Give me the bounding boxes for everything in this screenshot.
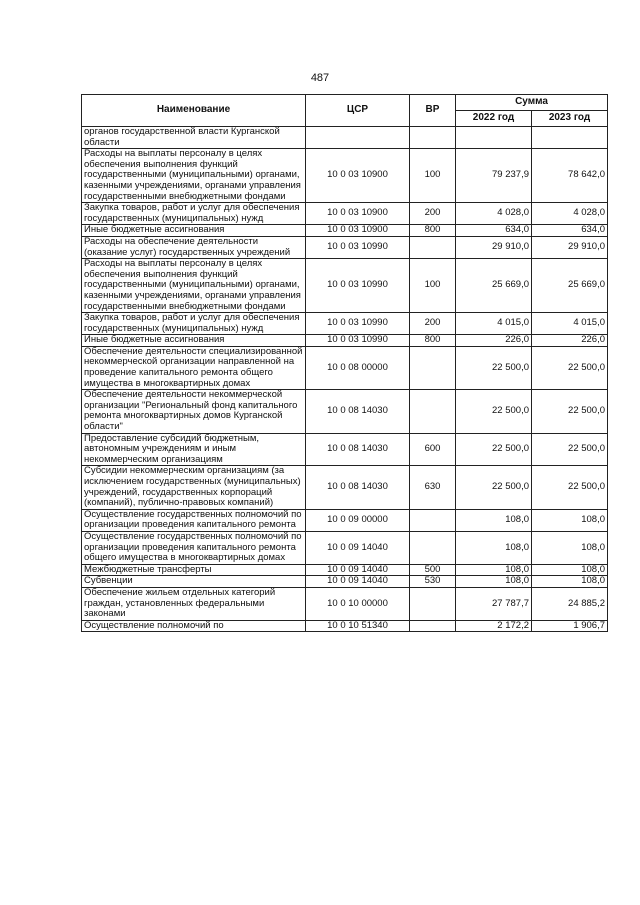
cell-csr: 10 0 10 51340	[306, 620, 410, 632]
cell-name: Субвенции	[82, 576, 306, 588]
budget-table	[81, 94, 608, 632]
cell-sum-2022: 2 172,2	[456, 620, 532, 632]
cell-name: Обеспечение деятельности некоммерческой организации "Региональный фонд капитального ремонта многоквартирных домов Курганской области"	[82, 390, 306, 433]
cell-vr: 500	[410, 564, 456, 576]
cell-sum-2022: 79 237,9	[456, 149, 532, 203]
header-sum: Сумма	[456, 95, 608, 111]
cell-name: Закупка товаров, работ и услуг для обеспечения государственных (муниципальных) нужд	[82, 313, 306, 335]
cell-vr	[410, 509, 456, 531]
cell-name: Иные бюджетные ассигнования	[82, 225, 306, 237]
cell-csr: 10 0 09 14040	[306, 531, 410, 564]
cell-sum-2022: 108,0	[456, 576, 532, 588]
cell-csr: 10 0 03 10900	[306, 149, 410, 203]
cell-csr: 10 0 03 10990	[306, 313, 410, 335]
cell-sum-2023: 634,0	[532, 225, 608, 237]
cell-csr: 10 0 03 10990	[306, 259, 410, 313]
cell-sum-2022: 4 015,0	[456, 313, 532, 335]
cell-name: Закупка товаров, работ и услуг для обеспечения государственных (муниципальных) нужд	[82, 203, 306, 225]
cell-sum-2023: 1 906,7	[532, 620, 608, 632]
table-row	[82, 335, 608, 347]
cell-sum-2023: 108,0	[532, 576, 608, 588]
cell-csr: 10 0 03 10900	[306, 225, 410, 237]
cell-csr: 10 0 08 14030	[306, 390, 410, 433]
cell-vr: 800	[410, 225, 456, 237]
table-row	[82, 576, 608, 588]
cell-sum-2022: 25 669,0	[456, 259, 532, 313]
cell-sum-2023: 22 500,0	[532, 390, 608, 433]
table-header	[82, 95, 608, 127]
cell-vr: 200	[410, 313, 456, 335]
table-row	[82, 236, 608, 258]
cell-sum-2022	[456, 127, 532, 149]
table-row	[82, 346, 608, 389]
header-name: Наименование	[82, 95, 306, 127]
cell-sum-2023	[532, 127, 608, 149]
cell-sum-2023: 226,0	[532, 335, 608, 347]
cell-name: Обеспечение жильем отдельных категорий граждан, установленных федеральными законами	[82, 587, 306, 620]
cell-csr: 10 0 08 14030	[306, 433, 410, 466]
cell-vr	[410, 127, 456, 149]
cell-csr: 10 0 08 00000	[306, 346, 410, 389]
cell-name: Расходы на обеспечение деятельности (оказание услуг) государственных учреждений	[82, 236, 306, 258]
cell-name: Субсидии некоммерческим организациям (за исключением государственных (муниципальных) учреждений, государственных корпораций (компаний), публично-правовых компаний)	[82, 466, 306, 509]
cell-vr: 630	[410, 466, 456, 509]
cell-name: Осуществление полномочий по	[82, 620, 306, 632]
cell-csr: 10 0 03 10990	[306, 335, 410, 347]
table-row	[82, 225, 608, 237]
cell-sum-2022: 22 500,0	[456, 466, 532, 509]
cell-vr	[410, 620, 456, 632]
cell-vr: 100	[410, 259, 456, 313]
table-row	[82, 620, 608, 632]
table-row	[82, 259, 608, 313]
cell-name: Осуществление государственных полномочий по организации проведения капитального ремонта	[82, 509, 306, 531]
cell-name: Иные бюджетные ассигнования	[82, 335, 306, 347]
cell-sum-2022: 634,0	[456, 225, 532, 237]
cell-vr	[410, 236, 456, 258]
cell-vr: 600	[410, 433, 456, 466]
table-body	[82, 127, 608, 632]
cell-sum-2023: 78 642,0	[532, 149, 608, 203]
cell-sum-2022: 22 500,0	[456, 433, 532, 466]
cell-sum-2023: 4 028,0	[532, 203, 608, 225]
header-csr: ЦСР	[306, 95, 410, 127]
cell-csr: 10 0 09 14040	[306, 576, 410, 588]
table-row	[82, 127, 608, 149]
cell-sum-2022: 108,0	[456, 564, 532, 576]
cell-csr	[306, 127, 410, 149]
cell-sum-2022: 22 500,0	[456, 346, 532, 389]
cell-sum-2023: 24 885,2	[532, 587, 608, 620]
cell-vr	[410, 346, 456, 389]
table-row	[82, 509, 608, 531]
table-row	[82, 149, 608, 203]
cell-vr	[410, 531, 456, 564]
cell-name: органов государственной власти Курганской области	[82, 127, 306, 149]
cell-sum-2023: 22 500,0	[532, 433, 608, 466]
cell-sum-2022: 4 028,0	[456, 203, 532, 225]
page-number: 487	[310, 72, 330, 84]
cell-name: Осуществление государственных полномочий по организации проведения капитального ремонта общего имущества в многоквартирных домах	[82, 531, 306, 564]
cell-csr: 10 0 10 00000	[306, 587, 410, 620]
table-row	[82, 587, 608, 620]
table-row	[82, 390, 608, 433]
cell-sum-2022: 29 910,0	[456, 236, 532, 258]
cell-sum-2023: 108,0	[532, 509, 608, 531]
cell-vr: 800	[410, 335, 456, 347]
table-row	[82, 433, 608, 466]
table-row	[82, 531, 608, 564]
cell-name: Межбюджетные трансферты	[82, 564, 306, 576]
cell-name: Предоставление субсидий бюджетным, автономным учреждениям и иным некоммерческим организациям	[82, 433, 306, 466]
table-row	[82, 564, 608, 576]
cell-csr: 10 0 03 10990	[306, 236, 410, 258]
table-row	[82, 203, 608, 225]
cell-sum-2023: 108,0	[532, 531, 608, 564]
cell-sum-2022: 108,0	[456, 509, 532, 531]
cell-sum-2023: 108,0	[532, 564, 608, 576]
cell-vr	[410, 390, 456, 433]
header-year-2022: 2022 год	[456, 111, 532, 127]
cell-csr: 10 0 03 10900	[306, 203, 410, 225]
cell-sum-2023: 29 910,0	[532, 236, 608, 258]
cell-sum-2023: 22 500,0	[532, 346, 608, 389]
table-row	[82, 466, 608, 509]
cell-vr: 100	[410, 149, 456, 203]
cell-vr: 530	[410, 576, 456, 588]
cell-vr: 200	[410, 203, 456, 225]
cell-sum-2022: 22 500,0	[456, 390, 532, 433]
header-year-2023: 2023 год	[532, 111, 608, 127]
header-vr: ВР	[410, 95, 456, 127]
cell-sum-2022: 27 787,7	[456, 587, 532, 620]
cell-name: Расходы на выплаты персоналу в целях обеспечения выполнения функций государственными (муниципальными) органами, казенными учреждениями, органами управления государственными внебюджетными фондами	[82, 149, 306, 203]
cell-csr: 10 0 09 00000	[306, 509, 410, 531]
cell-sum-2023: 22 500,0	[532, 466, 608, 509]
cell-csr: 10 0 09 14040	[306, 564, 410, 576]
cell-sum-2023: 4 015,0	[532, 313, 608, 335]
table-row	[82, 313, 608, 335]
cell-sum-2022: 226,0	[456, 335, 532, 347]
cell-name: Обеспечение деятельности специализированной некоммерческой организации направленной на проведение капитального ремонта общего имущества в многоквартирных домах	[82, 346, 306, 389]
cell-vr	[410, 587, 456, 620]
cell-csr: 10 0 08 14030	[306, 466, 410, 509]
cell-sum-2022: 108,0	[456, 531, 532, 564]
cell-name: Расходы на выплаты персоналу в целях обеспечения выполнения функций государственными (муниципальными) органами, казенными учреждениями, органами управления государственными внебюджетными фондами	[82, 259, 306, 313]
cell-sum-2023: 25 669,0	[532, 259, 608, 313]
